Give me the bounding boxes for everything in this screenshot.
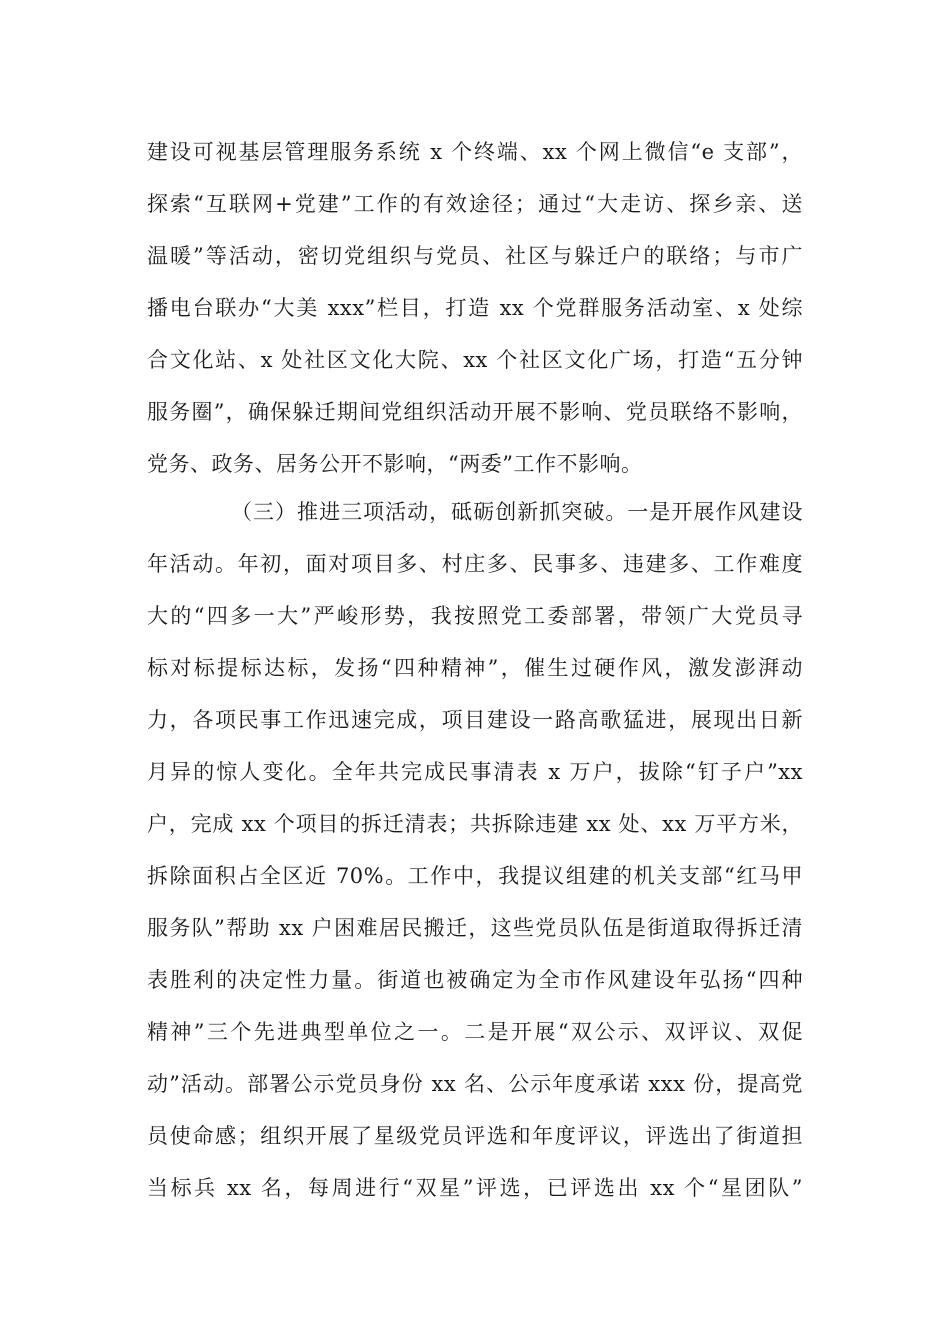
paragraph-line: 力，各项民事工作迅速完成，项目建设一路高歌猛进，展现出日新 <box>147 708 803 732</box>
paragraph-line: 表胜利的决定性力量。街道也被确定为全市作风建设年弘扬“四种 <box>147 968 803 992</box>
paragraph-line: 当标兵 xx 名，每周进行“双星”评选，已评选出 xx 个“星团队” <box>147 1176 803 1200</box>
paragraph-2 <box>147 486 803 1214</box>
paragraph-line-first: （三）推进三项活动，砥砺创新抓突破。一是开展作风建设 <box>231 500 803 524</box>
paragraph-line: 大的“四多一大”严峻形势，我按照党工委部署，带领广大党员寻 <box>147 604 803 628</box>
paragraph-line: 户，完成 xx 个项目的拆迁清表；共拆除违建 xx 处、xx 万平方米， <box>147 812 803 836</box>
paragraph-line: 月异的惊人变化。全年共完成民事清表 x 万户，拔除“钉子户”xx <box>147 760 803 784</box>
paragraph-line: 播电台联办“大美 xxx”栏目，打造 xx 个党群服务活动室、x 处综 <box>147 296 803 320</box>
paragraph-line: 服务圈”，确保躲迁期间党组织活动开展不影响、党员联络不影响， <box>147 400 803 424</box>
paragraph-line: 建设可视基层管理服务系统 x 个终端、xx 个网上微信“e 支部”， <box>147 140 803 164</box>
paragraph-line: 党务、政务、居务公开不影响，“两委”工作不影响。 <box>147 452 643 476</box>
paragraph-line: 员使命感；组织开展了星级党员评选和年度评议，评选出了街道担 <box>147 1124 803 1148</box>
paragraph-line: 合文化站、x 处社区文化大院、xx 个社区文化广场，打造“五分钟 <box>147 348 803 372</box>
paragraph-line: 温暖”等活动，密切党组织与党员、社区与躲迁户的联络；与市广 <box>147 244 803 268</box>
paragraph-line: 年活动。年初，面对项目多、村庄多、民事多、违建多、工作难度 <box>147 552 803 576</box>
paragraph-line: 标对标提标达标，发扬“四种精神”，催生过硬作风，激发澎湃动 <box>147 656 803 680</box>
paragraph-line: 服务队”帮助 xx 户困难居民搬迁，这些党员队伍是街道取得拆迁清 <box>147 916 803 940</box>
paragraph-line: 精神”三个先进典型单位之一。二是开展“双公示、双评议、双促 <box>147 1020 803 1044</box>
paragraph-line: 探索“互联网+党建”工作的有效途径；通过“大走访、探乡亲、送 <box>147 192 803 216</box>
paragraph-line: 动”活动。部署公示党员身份 xx 名、公示年度承诺 xxx 份，提高党 <box>147 1072 803 1096</box>
paragraph-line: 拆除面积占全区近 70%。工作中，我提议组建的机关支部“红马甲 <box>147 864 803 888</box>
paragraph-1 <box>147 126 803 490</box>
